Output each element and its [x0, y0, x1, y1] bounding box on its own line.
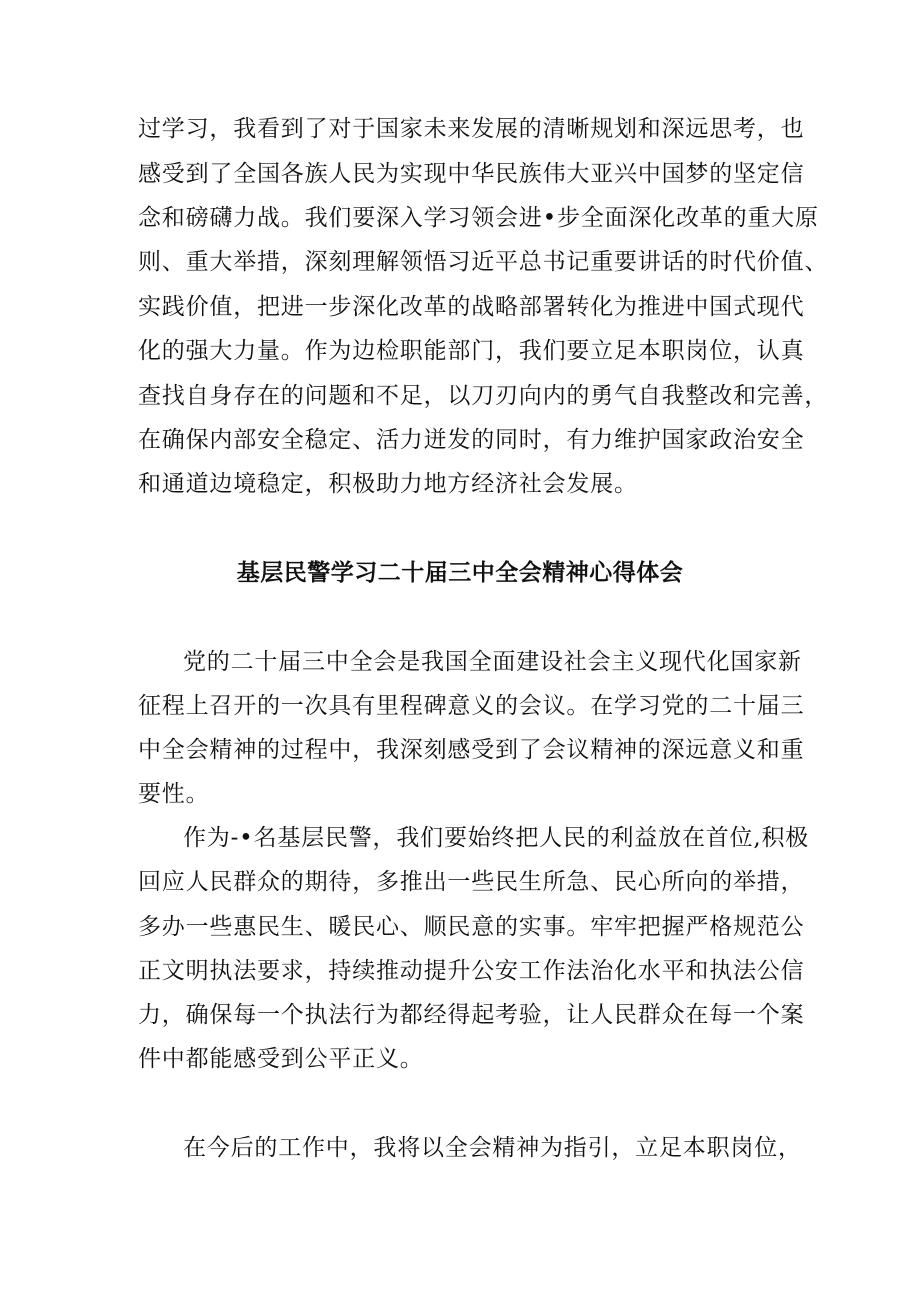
paragraph-line: 查找自身存在的问题和不足，以刀刃向内的勇气自我整改和完善， [138, 383, 829, 409]
paragraph-line: 正文明执法要求，持续推动提升公安工作法治化水平和执法公信 [138, 958, 805, 984]
paragraph-line: 念和磅礴力战。我们要深入学习领会进•步全面深化改革的重大原 [138, 205, 819, 231]
paragraph-line: 要性。 [138, 781, 210, 807]
paragraph-line: 作为-•名基层民警，我们要始终把人民的利益放在首位,积极 [183, 825, 810, 851]
paragraph-line: 在今后的工作中，我将以全会精神为指引，立足本职岗位， [183, 1135, 802, 1161]
paragraph-line: 在确保内部安全稳定、活力迸发的同时，有力维护国家政治安全 [138, 427, 805, 453]
paragraph-line: 实践价值，把进一步深化改革的战略部署转化为推进中国式现代 [138, 294, 805, 320]
paragraph-line: 回应人民群众的期待，多推出一些民生所急、民心所向的举措， [138, 869, 805, 895]
paragraph-line: 和通道边境稳定，积极助力地方经济社会发展。 [138, 471, 638, 497]
paragraph-line: 化的强大力量。作为边检职能部门，我们要立足本职岗位，认真 [138, 338, 805, 364]
paragraph-line: 征程上召开的一次具有里程碑意义的会议。在学习党的二十届三 [138, 693, 805, 719]
paragraph-line: 件中都能感受到公平正义。 [138, 1046, 424, 1072]
page-title: 基层民警学习二十届三中全会精神心得体会 [236, 560, 684, 586]
paragraph-line: 党的二十届三中全会是我国全面建设社会主义现代化国家新 [183, 649, 802, 675]
paragraph-line: 力，确保每一个执法行为都经得起考验，让人民群众在每一个案 [138, 1002, 805, 1028]
paragraph-line: 过学习，我看到了对于国家未来发展的清晰规划和深远思考，也 [138, 116, 805, 142]
paragraph-line: 中全会精神的过程中，我深刻感受到了会议精神的深远意义和重 [138, 737, 805, 763]
paragraph-line: 多办一些惠民生、暖民心、顺民意的实事。牢牢把握严格规范公 [138, 914, 805, 940]
paragraph-line: 则、重大举措，深刻理解领悟习近平总书记重要讲话的时代价值、 [138, 249, 829, 275]
paragraph-line: 感受到了全国各族人民为实现中华民族伟大亚兴中国梦的坚定信 [138, 161, 805, 187]
